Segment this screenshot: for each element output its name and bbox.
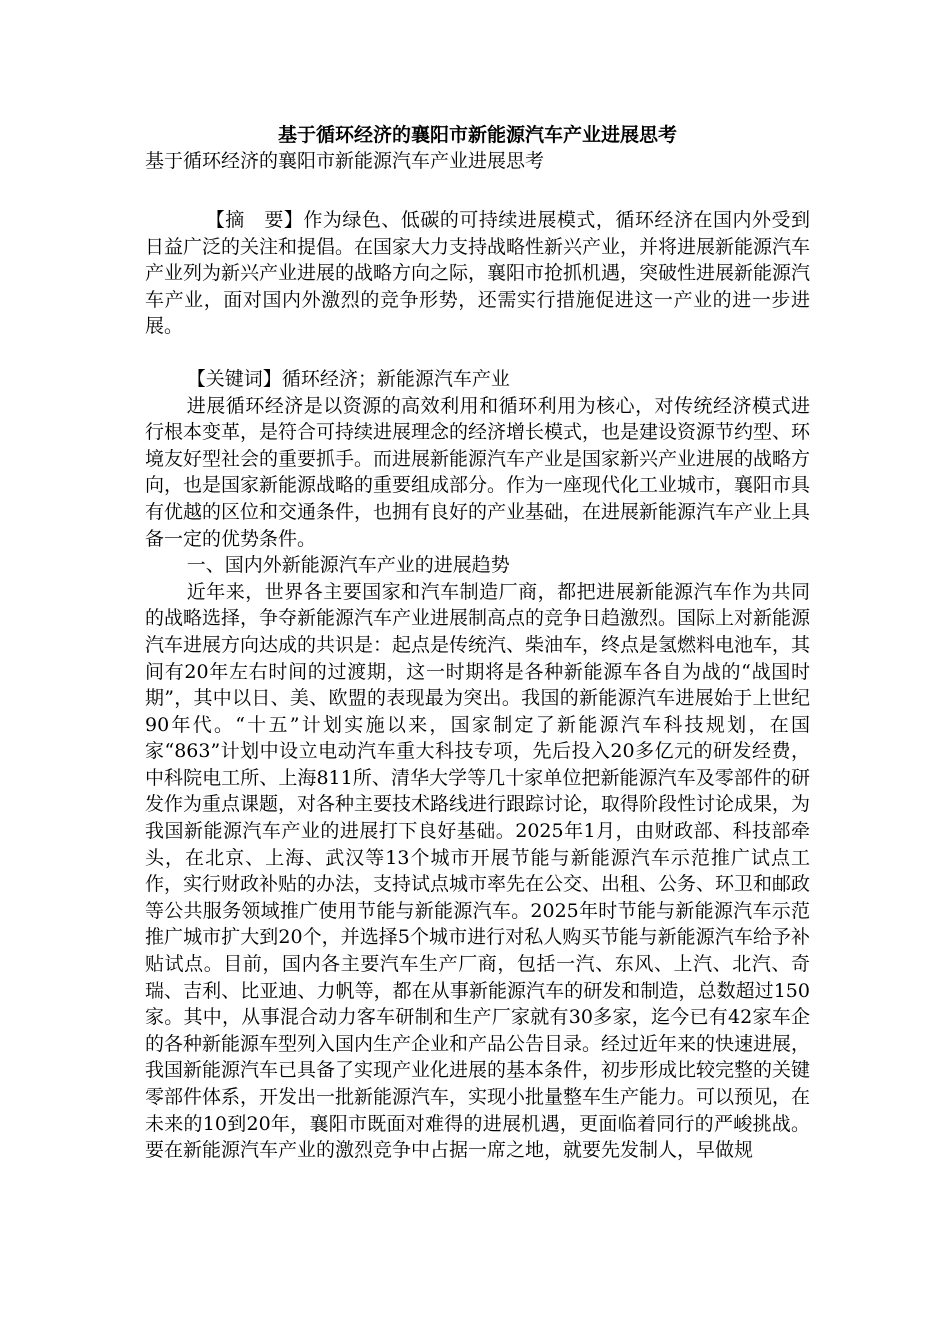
abstract-label: 【摘 要】 (205, 209, 304, 231)
section-heading: 一、国内外新能源汽车产业的进展趋势 (186, 554, 510, 577)
body-paragraph: 近年来，世界各主要国家和汽车制造厂商，都把进展新能源汽车作为共同的战略选择，争夺新能源汽车产业进展制高点的竞争日趋激烈。国际上对新能源汽车进展方向达成的共识是：起点是传统汽、柴油车，终点是氢燃料电池车，其间有20年左右时间的过渡期，这一时期将是各种新能源车各自为战的“战国时期”，其中以日、美、欧盟的表现最为突出。我国的新能源汽车进展始于上世纪90年代。“十五”计划实施以来，国家制定了新能源汽车科技规划，在国家“863”计划中设立电动汽车重大科技专项，先后投入20多亿元的研发经费，中科院电工所、上海811所、清华大学等几十家单位把新能源汽车及零部件的研发作为重点课题，对各种主要技术路线进行跟踪讨论，取得阶段性讨论成果，为我国新能源汽车产业的进展打下良好基础。2025年1月，由财政部、科技部牵头，在北京、上海、武汉等13个城市开展节能与新能源汽车示范推广试点工作，实行财政补贴的办法，支持试点城市率先在公交、出租、公务、环卫和邮政等公共服务领域推广使用节能与新能源汽车。2025年时节能与新能源汽车示范推广城市扩大到20个，并选择5个城市进行对私人购买节能与新能源汽车给予补贴试点。目前，国内各主要汽车生产厂商，包括一汽、东风、上汽、北汽、奇瑞、吉利、比亚迪、力帆等，都在从事新能源汽车的研发和制造，总数超过150家。其中，从事混合动力客车研制和生产厂家就有30多家，迄今已有42家车企的各种新能源车型列入国内生产企业和产品公告目录。经过近年来的快速进展，我国新能源汽车已具备了实现产业化进展的基本条件，初步形成比较完整的关键零部件体系，开发出一批新能源汽车，实现小批量整车生产能力。可以预见，在未来的10到20年，襄阳市既面对难得的进展机遇，更面临着同行的严峻挑战。要在新能源汽车产业的激烈竞争中占据一席之地，就要先发制人，早做规 (145, 580, 811, 1162)
document-body (145, 122, 810, 1164)
document-subtitle: 基于循环经济的襄阳市新能源汽车产业进展思考 (145, 150, 545, 172)
keywords-label: 【关键词】 (186, 367, 282, 390)
abstract-text: 作为绿色、低碳的可持续进展模式，循环经济在国内外受到日益广泛的关注和提倡。在国家大力支持战略性新兴产业，并将进展新能源汽车产业列为新兴产业进展的战略方向之际，襄阳市抢抓机遇，突破性进展新能源汽车产业，面对国内外激烈的竞争形势，还需实行措施促进这一产业的进一步进展。 (145, 209, 811, 338)
keywords-text: 循环经济；新能源汽车产业 (281, 367, 510, 390)
keywords-paragraph (145, 366, 810, 393)
abstract-paragraph (145, 207, 810, 340)
document-title: 基于循环经济的襄阳市新能源汽车产业进展思考 (277, 124, 677, 146)
intro-paragraph: 进展循环经济是以资源的高效利用和循环利用为核心，对传统经济模式进行根本变革，是符合可持续进展理念的经济增长模式，也是建设资源节约型、环境友好型社会的重要抓手。而进展新能源汽车产业是国家新兴产业进展的战略方向，也是国家新能源战略的重要组成部分。作为一座现代化工业城市，襄阳市具有优越的区位和交通条件，也拥有良好的产业基础，在进展新能源汽车产业上具备一定的优势条件。 (145, 394, 811, 550)
